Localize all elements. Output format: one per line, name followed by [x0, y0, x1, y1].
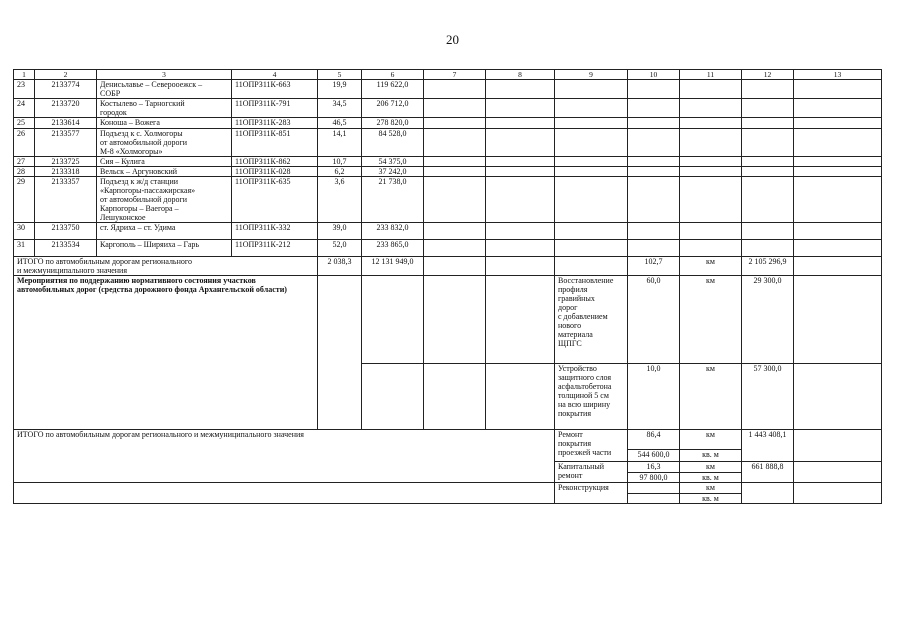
- empty-cell: [424, 157, 486, 167]
- row-number: 31: [14, 240, 35, 257]
- empty-cell: [794, 483, 882, 504]
- table-row: [14, 129, 882, 157]
- road-sum: 233 865,0: [362, 240, 424, 257]
- road-sum: 278 820,0: [362, 118, 424, 129]
- road-code: 2133357: [35, 177, 97, 223]
- road-length: 3,6: [318, 177, 362, 223]
- empty-cell: [680, 177, 742, 223]
- empty-cell: [794, 80, 882, 99]
- table-row: [14, 157, 882, 167]
- empty-cell: [424, 223, 486, 240]
- work-description: Восстановление профиля гравийных дорог с добавлением нового материала ЩПГС: [555, 276, 628, 364]
- summary-subrow: [14, 483, 882, 494]
- road-name: ст. Ядриха – ст. Удима: [97, 223, 232, 240]
- road-id: 11ОПРЗ11К-862: [232, 157, 318, 167]
- empty-cell: [794, 223, 882, 240]
- empty-cell: [424, 167, 486, 177]
- summary-work: Капитальный ремонт: [555, 462, 628, 483]
- road-id: 11ОПРЗ11К-212: [232, 240, 318, 257]
- column-number: 1: [14, 70, 35, 80]
- empty-cell: [742, 240, 794, 257]
- table-row: [14, 118, 882, 129]
- total-unit: км: [680, 257, 742, 276]
- road-code: 2133725: [35, 157, 97, 167]
- empty-cell: [628, 223, 680, 240]
- table-row: [14, 223, 882, 240]
- row-number: 30: [14, 223, 35, 240]
- empty-cell: [555, 99, 628, 118]
- empty-cell: [628, 80, 680, 99]
- empty-cell: [742, 167, 794, 177]
- road-length: 52,0: [318, 240, 362, 257]
- road-sum: 233 832,0: [362, 223, 424, 240]
- road-sum: 119 622,0: [362, 80, 424, 99]
- summary-qty: 16,3: [628, 462, 680, 473]
- measures-label: Мероприятия по поддержанию нормативного состояния участков автомобильных дорог (средства дорожного фонда Архангельской области): [14, 276, 318, 430]
- empty-cell: [555, 118, 628, 129]
- road-id: 11ОПРЗ11К-791: [232, 99, 318, 118]
- summary-qty: 97 800,0: [628, 473, 680, 483]
- page-number: 20: [446, 32, 459, 47]
- column-number: 4: [232, 70, 318, 80]
- empty-cell: [794, 129, 882, 157]
- road-name: Подъезд к с. Холмогоры от автомобильной дороги М-8 «Холмогоры»: [97, 129, 232, 157]
- work-unit: км: [680, 364, 742, 430]
- road-length: 46,5: [318, 118, 362, 129]
- empty-cell: [794, 257, 882, 276]
- empty-cell: [628, 99, 680, 118]
- total-qty: 102,7: [628, 257, 680, 276]
- empty-cell: [424, 118, 486, 129]
- summary-sum: 661 888,8: [742, 462, 794, 483]
- road-name: Коноша – Вожега: [97, 118, 232, 129]
- empty-cell: [680, 118, 742, 129]
- empty-cell: [742, 99, 794, 118]
- empty-cell: [555, 129, 628, 157]
- summary-unit: кв. м: [680, 450, 742, 462]
- road-id: 11ОПРЗ11К-663: [232, 80, 318, 99]
- summary-sum: 1 443 408,1: [742, 430, 794, 462]
- total-sum: 12 131 949,0: [362, 257, 424, 276]
- empty-cell: [486, 80, 555, 99]
- empty-cell: [794, 364, 882, 430]
- empty-cell: [742, 157, 794, 167]
- road-name: Каргополь – Ширяиха – Гарь: [97, 240, 232, 257]
- road-name: Вельск – Аргуновский: [97, 167, 232, 177]
- table-row: [14, 99, 882, 118]
- road-length: 39,0: [318, 223, 362, 240]
- empty-cell: [794, 99, 882, 118]
- empty-cell: [555, 157, 628, 167]
- empty-cell: [318, 276, 362, 430]
- empty-cell: [680, 157, 742, 167]
- empty-cell: [794, 276, 882, 364]
- table-row: [14, 240, 882, 257]
- empty-cell: [742, 483, 794, 504]
- empty-cell: [628, 177, 680, 223]
- column-number: 3: [97, 70, 232, 80]
- empty-cell: [486, 364, 555, 430]
- empty-cell: [424, 364, 486, 430]
- road-id: 11ОПРЗ11К-332: [232, 223, 318, 240]
- empty-cell: [14, 483, 555, 504]
- empty-cell: [794, 430, 882, 462]
- empty-cell: [628, 494, 680, 504]
- empty-cell: [362, 276, 424, 364]
- empty-cell: [794, 462, 882, 483]
- empty-cell: [680, 99, 742, 118]
- road-code: 2133534: [35, 240, 97, 257]
- empty-cell: [424, 129, 486, 157]
- empty-cell: [555, 167, 628, 177]
- road-code: 2133577: [35, 129, 97, 157]
- empty-cell: [680, 129, 742, 157]
- empty-cell: [424, 80, 486, 99]
- work-sum: 57 300,0: [742, 364, 794, 430]
- column-number: 7: [424, 70, 486, 80]
- summary-unit: км: [680, 483, 742, 494]
- road-sum: 21 738,0: [362, 177, 424, 223]
- total-label: ИТОГО по автомобильным дорогам регионального и межмуниципального значения: [14, 257, 318, 276]
- road-name: Костылево – Тарногский городок: [97, 99, 232, 118]
- road-name: Подъезд к ж/д станции «Карпогоры-пассажирская» от автомобильной дороги Карпогоры – Ваегора – Лешуконское: [97, 177, 232, 223]
- table-row: [14, 167, 882, 177]
- empty-cell: [680, 80, 742, 99]
- empty-cell: [424, 257, 486, 276]
- empty-cell: [486, 177, 555, 223]
- total-length: 2 038,3: [318, 257, 362, 276]
- empty-cell: [362, 364, 424, 430]
- empty-cell: [486, 157, 555, 167]
- road-sum: 54 375,0: [362, 157, 424, 167]
- empty-cell: [486, 118, 555, 129]
- total-row: [14, 257, 882, 276]
- table-row: [14, 177, 882, 223]
- road-id: 11ОПРЗ11К-028: [232, 167, 318, 177]
- work-description: Устройство защитного слоя асфальтобетона толщиной 5 см на всю ширину покрытия: [555, 364, 628, 430]
- summary-work: Реконструкция: [555, 483, 628, 504]
- work-qty: 10,0: [628, 364, 680, 430]
- road-length: 34,5: [318, 99, 362, 118]
- row-number: 28: [14, 167, 35, 177]
- work-unit: км: [680, 276, 742, 364]
- empty-cell: [424, 99, 486, 118]
- empty-cell: [628, 167, 680, 177]
- empty-cell: [555, 240, 628, 257]
- work-sum: 29 300,0: [742, 276, 794, 364]
- total-amount: 2 105 296,9: [742, 257, 794, 276]
- column-number: 13: [794, 70, 882, 80]
- summary-work: Ремонт покрытия проезжей части: [555, 430, 628, 462]
- column-number: 10: [628, 70, 680, 80]
- road-length: 19,9: [318, 80, 362, 99]
- road-code: 2133318: [35, 167, 97, 177]
- empty-cell: [680, 240, 742, 257]
- empty-cell: [486, 223, 555, 240]
- empty-cell: [486, 167, 555, 177]
- column-number: 12: [742, 70, 794, 80]
- empty-cell: [628, 118, 680, 129]
- empty-cell: [742, 129, 794, 157]
- empty-cell: [555, 257, 628, 276]
- summary-unit: кв. м: [680, 494, 742, 504]
- row-number: 25: [14, 118, 35, 129]
- column-number: 2: [35, 70, 97, 80]
- empty-cell: [794, 167, 882, 177]
- empty-cell: [794, 118, 882, 129]
- row-number: 24: [14, 99, 35, 118]
- road-length: 10,7: [318, 157, 362, 167]
- empty-cell: [742, 223, 794, 240]
- column-number: 5: [318, 70, 362, 80]
- road-sum: 206 712,0: [362, 99, 424, 118]
- summary-qty: 544 600,0: [628, 450, 680, 462]
- road-name: Сия – Кулига: [97, 157, 232, 167]
- road-id: 11ОПРЗ11К-635: [232, 177, 318, 223]
- empty-cell: [794, 240, 882, 257]
- road-code: 2133774: [35, 80, 97, 99]
- empty-cell: [680, 223, 742, 240]
- empty-cell: [794, 157, 882, 167]
- empty-cell: [680, 167, 742, 177]
- road-length: 14,1: [318, 129, 362, 157]
- empty-cell: [424, 240, 486, 257]
- empty-cell: [555, 223, 628, 240]
- empty-cell: [424, 276, 486, 364]
- empty-cell: [628, 483, 680, 494]
- column-number: 8: [486, 70, 555, 80]
- road-code: 2133614: [35, 118, 97, 129]
- summary-subrow: [14, 430, 882, 450]
- summary-unit: км: [680, 462, 742, 473]
- column-number: 6: [362, 70, 424, 80]
- empty-cell: [742, 118, 794, 129]
- road-length: 6,2: [318, 167, 362, 177]
- column-number: 11: [680, 70, 742, 80]
- empty-cell: [555, 177, 628, 223]
- table-row: [14, 80, 882, 99]
- empty-cell: [555, 80, 628, 99]
- column-number: 9: [555, 70, 628, 80]
- empty-cell: [742, 80, 794, 99]
- measures-row: [14, 276, 882, 364]
- road-id: 11ОПРЗ11К-283: [232, 118, 318, 129]
- row-number: 26: [14, 129, 35, 157]
- empty-cell: [628, 129, 680, 157]
- empty-cell: [424, 177, 486, 223]
- empty-cell: [628, 157, 680, 167]
- empty-cell: [486, 257, 555, 276]
- empty-cell: [486, 99, 555, 118]
- road-code: 2133720: [35, 99, 97, 118]
- summary-unit: кв. м: [680, 473, 742, 483]
- empty-cell: [794, 177, 882, 223]
- column-numbers-row: [14, 70, 882, 80]
- road-code: 2133750: [35, 223, 97, 240]
- roads-table: [13, 69, 882, 504]
- row-number: 27: [14, 157, 35, 167]
- road-sum: 37 242,0: [362, 167, 424, 177]
- road-name: Денисьлавье – Северооежск – СОБР: [97, 80, 232, 99]
- empty-cell: [486, 129, 555, 157]
- road-id: 11ОПРЗ11К-851: [232, 129, 318, 157]
- empty-cell: [742, 177, 794, 223]
- row-number: 29: [14, 177, 35, 223]
- empty-cell: [486, 240, 555, 257]
- row-number: 23: [14, 80, 35, 99]
- total-label-2: ИТОГО по автомобильным дорогам регионального и межмуниципального значения: [14, 430, 555, 483]
- summary-qty: 86,4: [628, 430, 680, 450]
- empty-cell: [486, 276, 555, 364]
- summary-unit: км: [680, 430, 742, 450]
- empty-cell: [628, 240, 680, 257]
- road-sum: 84 528,0: [362, 129, 424, 157]
- work-qty: 60,0: [628, 276, 680, 364]
